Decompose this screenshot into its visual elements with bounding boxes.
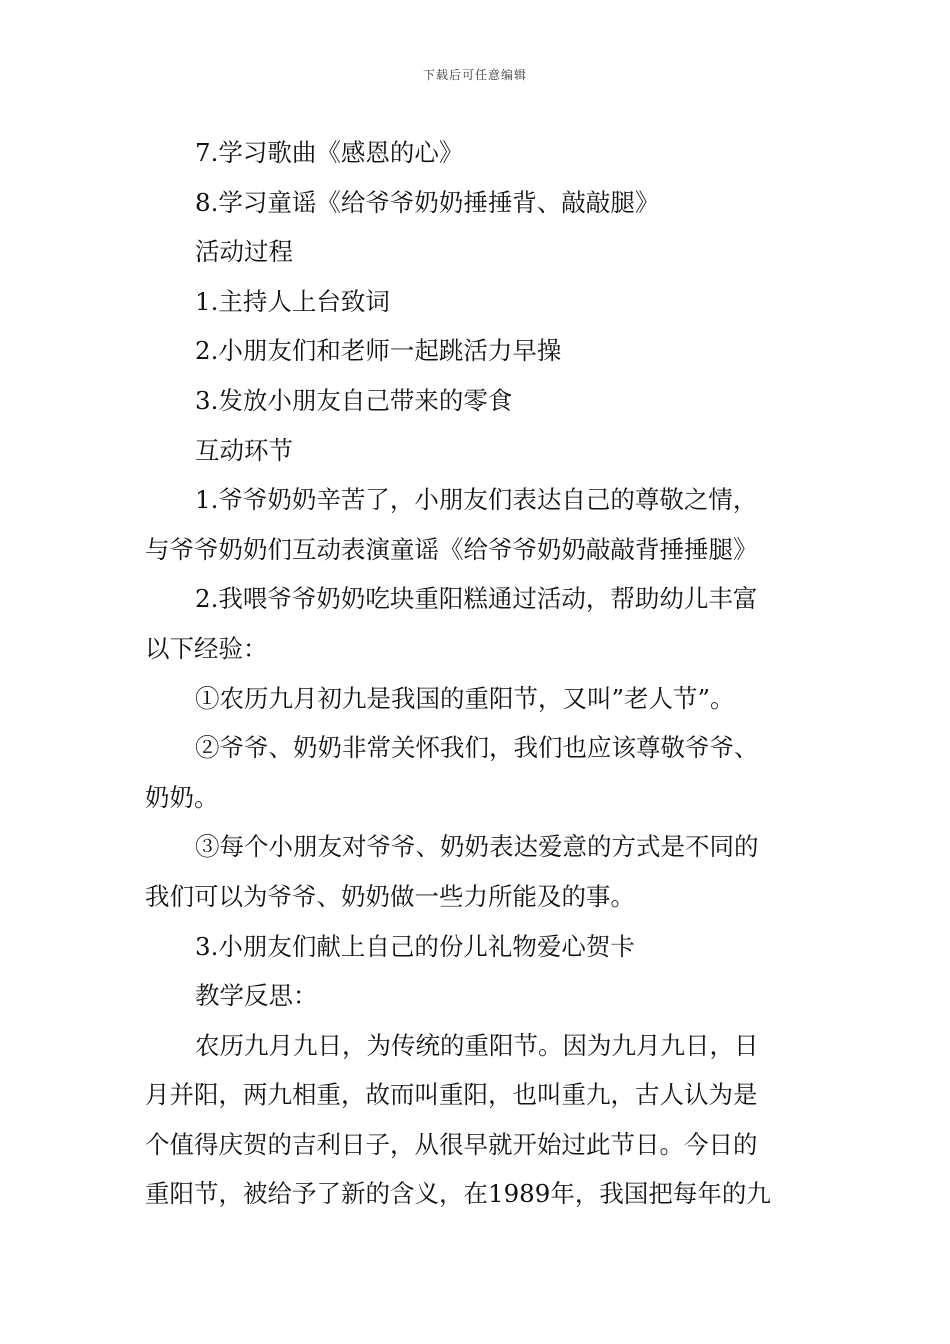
paragraph-line: 3.小朋友们献上自己的份儿礼物爱心贺卡 — [195, 931, 635, 961]
paragraph-line: 互动环节 — [195, 435, 293, 465]
paragraph-line: ①农历九月初九是我国的重阳节，又叫”老人节”。 — [195, 683, 735, 713]
paragraph-line: 3.发放小朋友自己带来的零食 — [195, 385, 513, 415]
paragraph-line: 7.学习歌曲《感恩的心》 — [195, 138, 464, 167]
page-header: 下载后可任意编辑 — [422, 68, 527, 82]
document-body — [145, 128, 810, 1219]
paragraph-line: 以下经验： — [145, 633, 268, 663]
paragraph-line: 教学反思： — [195, 981, 318, 1011]
paragraph-line: 我们可以为爷爷、奶奶做一些力所能及的事。 — [145, 881, 635, 911]
paragraph-line: 与爷爷奶奶们互动表演童谣《给爷爷奶奶敲敲背捶捶腿》 — [145, 534, 758, 564]
paragraph-line: 农历九月九日，为传统的重阳节。因为九月九日，日 — [195, 1030, 759, 1060]
paragraph-line: 重阳节，被给予了新的含义，在1989年，我国把每年的九 — [145, 1179, 771, 1209]
paragraph-line: 1.主持人上台致词 — [195, 286, 390, 316]
paragraph-line: 8.学习童谣《给爷爷奶奶捶捶背、敲敲腿》 — [195, 187, 660, 217]
paragraph-line: 2.我喂爷爷奶奶吃块重阳糕通过活动，帮助幼儿丰富 — [195, 584, 758, 614]
paragraph-line: 月并阳，两九相重，故而叫重阳，也叫重九，古人认为是 — [145, 1080, 758, 1110]
paragraph-line: 活动过程 — [195, 237, 293, 267]
paragraph-line: 奶奶。 — [145, 782, 219, 812]
paragraph-line: 1.爷爷奶奶辛苦了，小朋友们表达自己的尊敬之情， — [195, 485, 758, 515]
paragraph-line: 2.小朋友们和老师一起跳活力早操 — [195, 336, 562, 366]
paragraph-line: ②爷爷、奶奶非常关怀我们，我们也应该尊敬爷爷、 — [195, 733, 759, 763]
paragraph-line: ③每个小朋友对爷爷、奶奶表达爱意的方式是不同的 — [195, 832, 759, 862]
paragraph-line: 个值得庆贺的吉利日子，从很早就开始过此节日。今日的 — [145, 1129, 758, 1159]
